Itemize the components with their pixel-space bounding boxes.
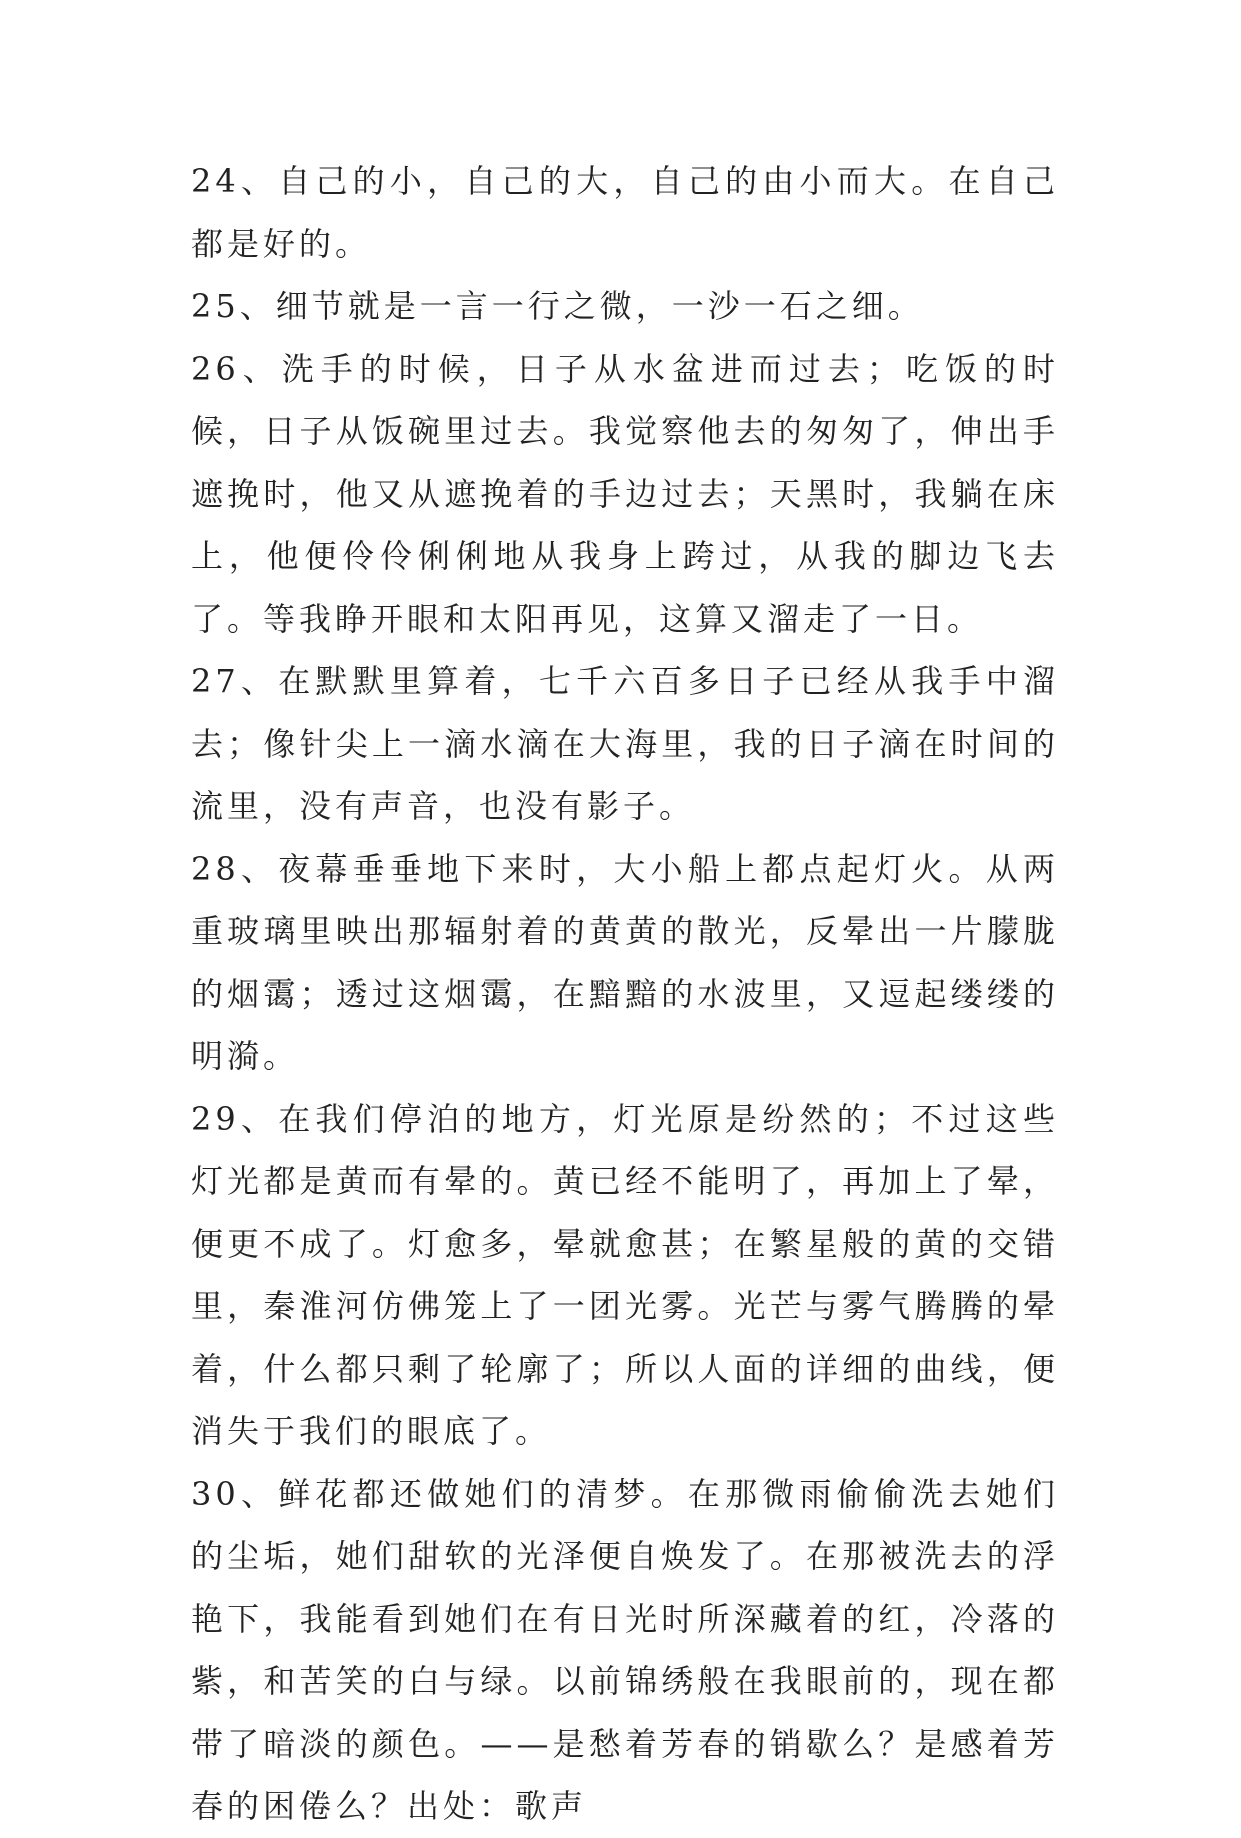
paragraph-24: 24、自己的小，自己的大，自己的由小而大。在自己都是好的。	[191, 162, 1059, 263]
paragraph-29: 29、在我们停泊的地方，灯光原是纷然的；不过这些灯光都是黄而有晕的。黄已经不能明了，再加上了晕，便更不成了。灯愈多，晕就愈甚；在繁星般的黄的交错里，秦淮河仿佛笼上了一团光雾。光芒与雾气腾腾的晕着，什么都只剩了轮廓了；所以人面的详细的曲线，便消失于我们的眼底了。	[191, 1099, 1059, 1450]
paragraph-30: 30、鲜花都还做她们的清梦。在那微雨偷偷洗去她们的尘垢，她们甜软的光泽便自焕发了。在那被洗去的浮艳下，我能看到她们在有日光时所深藏着的红，冷落的紫，和苦笑的白与绿。以前锦绣般在我眼前的，现在都带了暗淡的颜色。——是愁着芳春的销歇么？是感着芳春的困倦么？出处：歌声	[191, 1474, 1059, 1825]
paragraph-25: 25、细节就是一言一行之微，一沙一石之细。	[191, 287, 924, 325]
document-body	[191, 150, 1059, 1838]
paragraph-28: 28、夜幕垂垂地下来时，大小船上都点起灯火。从两重玻璃里映出那辐射着的黄黄的散光，反晕出一片朦胧的烟霭；透过这烟霭，在黯黯的水波里，又逗起缕缕的明漪。	[191, 849, 1059, 1075]
paragraph-26: 26、洗手的时候，日子从水盆进而过去；吃饭的时候，日子从饭碗里过去。我觉察他去的匆匆了，伸出手遮挽时，他又从遮挽着的手边过去；天黑时，我躺在床上，他便伶伶俐俐地从我身上跨过，从我的脚边飞去了。等我睁开眼和太阳再见，这算又溜走了一日。	[191, 349, 1059, 638]
paragraph-27: 27、在默默里算着，七千六百多日子已经从我手中溜去；像针尖上一滴水滴在大海里，我的日子滴在时间的流里，没有声音，也没有影子。	[191, 662, 1059, 825]
